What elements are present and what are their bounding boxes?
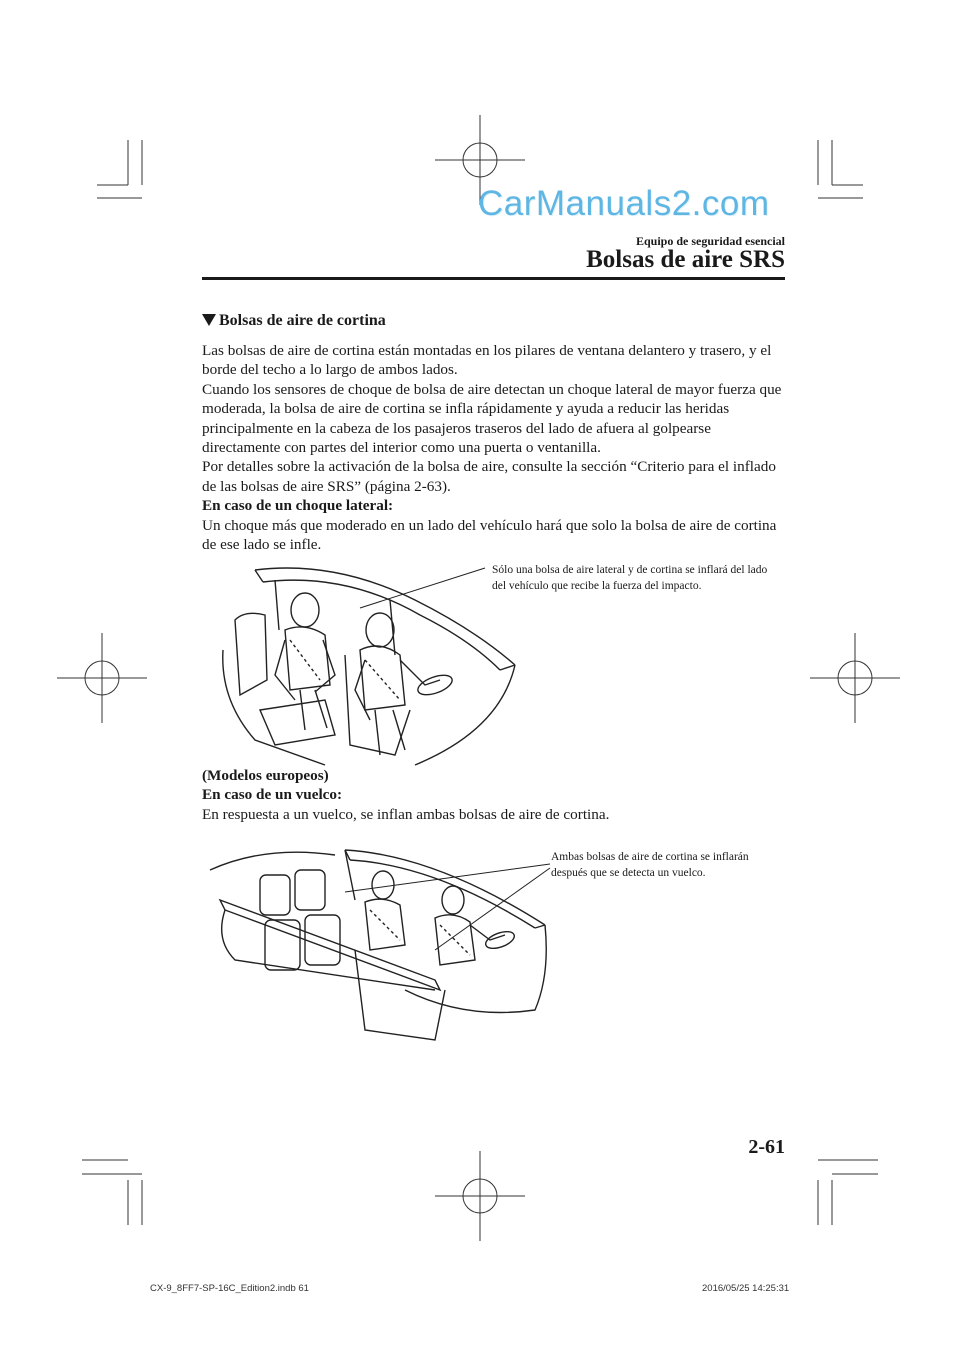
models-note: (Modelos europeos) bbox=[202, 767, 329, 784]
side-impact-illustration bbox=[215, 560, 520, 770]
rollover-illustration bbox=[205, 840, 555, 1055]
triangle-bullet-icon bbox=[202, 314, 216, 326]
side-impact-heading: En caso de un choque lateral: bbox=[202, 497, 394, 515]
rollover-caption: Ambas bolsas de aire de cortina se inflarán después que se detecta un vuelco. bbox=[551, 851, 749, 879]
page-number: 2-61 bbox=[748, 1136, 785, 1158]
rollover-text: En respuesta a un vuelco, se inflan ambas bolsas de aire de cortina. bbox=[202, 805, 610, 823]
rollover-heading: En caso de un vuelco: bbox=[202, 786, 343, 804]
body-text bbox=[202, 341, 792, 554]
section-heading bbox=[202, 312, 386, 330]
rollover-section bbox=[202, 766, 792, 824]
header-divider bbox=[202, 277, 785, 280]
page-title: Bolsas de aire SRS bbox=[586, 246, 785, 273]
watermark-logo: CarManuals2.com bbox=[478, 184, 770, 223]
side-impact-caption: Sólo una bolsa de aire lateral y de cortina se inflará del lado del vehículo que recibe la fuerza del impacto. bbox=[492, 564, 768, 592]
side-impact-text: Un choque más que moderado en un lado del vehículo hará que solo la bolsa de aire de cortina de ese lado se infle. bbox=[202, 516, 777, 554]
header-subtitle: Equipo de seguridad esencial bbox=[635, 234, 785, 248]
paragraph: Por detalles sobre la activación de la bolsa de aire, consulte la sección “Criterio para el inflado de las bolsas de aire SRS” (página 2-63). bbox=[202, 458, 776, 495]
paragraph: Las bolsas de aire de cortina están montadas en los pilares de ventana delantero y trasero, y el borde del techo a lo largo de ambos lados. bbox=[202, 342, 772, 379]
footer-file: CX-9_8FF7-SP-16C_Edition2.indb 61 bbox=[150, 1283, 309, 1294]
section-heading-text: Bolsas de aire de cortina bbox=[219, 312, 386, 329]
paragraph: Cuando los sensores de choque de bolsa de aire detectan un choque lateral de mayor fuerza que moderada, la bolsa de aire de cortina se infla rápidamente y ayuda a reducir las heridas principalmente en la cabeza de los pasajeros traseros del lado de afuera al golpearse directamente con partes del interior como una puerta o ventanilla. bbox=[202, 380, 782, 457]
footer-timestamp: 2016/05/25 14:25:31 bbox=[702, 1283, 790, 1294]
